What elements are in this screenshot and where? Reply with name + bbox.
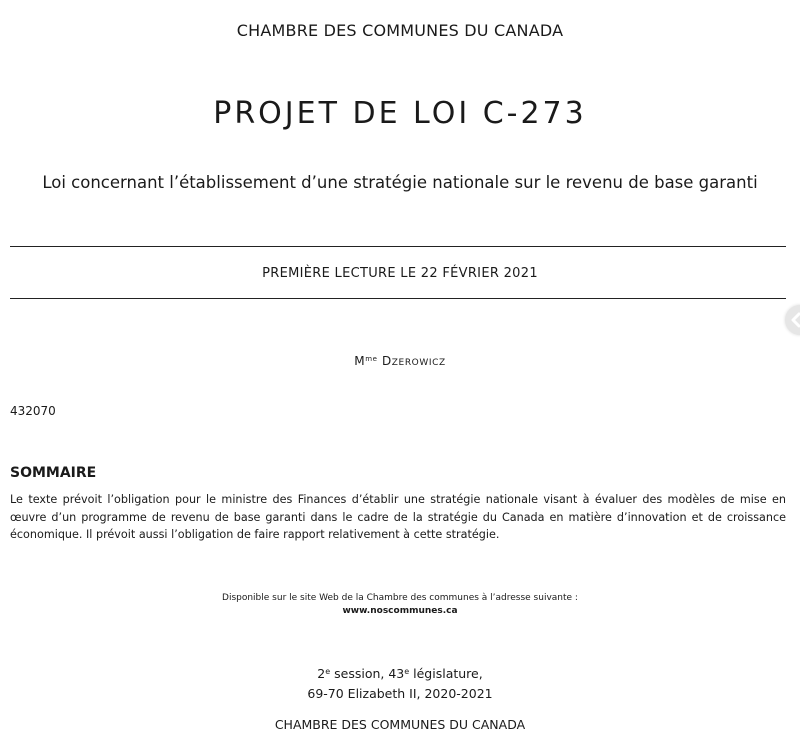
sponsor-prefix: M [354, 354, 366, 368]
legislature-sup: e [404, 667, 410, 676]
sponsor-name [0, 354, 800, 368]
session-number: 2 [317, 666, 326, 681]
document-code: 432070 [10, 404, 56, 418]
sponsor-initial: D [381, 354, 392, 368]
bill-title: PROJET DE LOI C-273 [213, 96, 587, 131]
session-line [0, 662, 800, 684]
sponsor-prefix-sup: me [365, 355, 378, 363]
legislature-text: législature, [409, 666, 483, 681]
reign-line: 69-70 Elizabeth II, 2020-2021 [307, 686, 493, 701]
chevron-left-icon [789, 312, 800, 328]
session-info [0, 662, 800, 704]
first-reading-date: PREMIÈRE LECTURE LE 22 FÉVRIER 2021 [262, 266, 538, 281]
availability-note: Disponible sur le site Web de la Chambre des communes à l’adresse suivante : [222, 593, 578, 603]
page-nav-handle[interactable] [785, 305, 800, 335]
bottom-divider [10, 298, 786, 299]
chamber-header: CHAMBRE DES COMMUNES DU CANADA [236, 21, 564, 40]
chamber-footer: CHAMBRE DES COMMUNES DU CANADA [274, 717, 526, 732]
sponsor-surname: ZEROWICZ [391, 358, 446, 368]
website-link[interactable]: www.noscommunes.ca [342, 606, 458, 616]
bill-subtitle: Loi concernant l’établissement d’une stratégie nationale sur le revenu de base garanti [42, 173, 758, 192]
session-number-sup: e [325, 667, 331, 676]
summary-heading: SOMMAIRE [10, 465, 97, 481]
session-text: session, 43 [330, 666, 405, 681]
summary-body: Le texte prévoit l’obligation pour le ministre des Finances d’établir une stratégie nationale visant à évaluer des modèles de mise en œuvre d’un programme de revenu de base garanti dans le cadre de la stratégie du Canada en matière d’innovation et de croissance économique. Il prévoit aussi l’obligation de faire rapport relativement à cette stratégie. [10, 493, 786, 542]
top-divider [10, 246, 786, 247]
